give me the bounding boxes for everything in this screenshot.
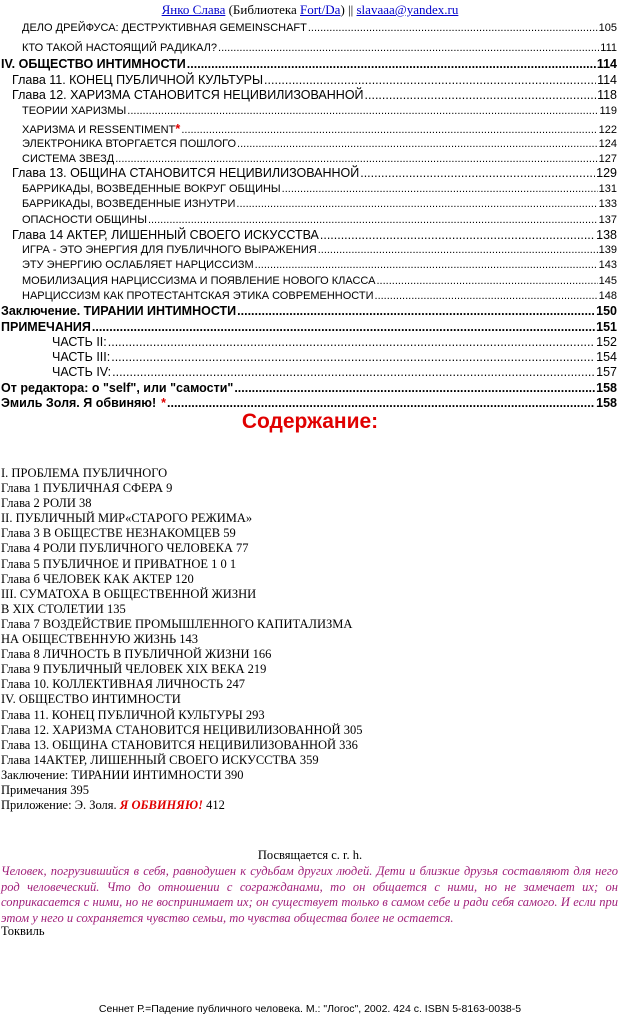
- toc-entry[interactable]: [22, 42, 617, 54]
- list-item: Глава 2 РОЛИ 38: [1, 496, 92, 511]
- toc-title: ДЕЛО ДРЕЙФУСА: ДЕСТРУКТИВНАЯ GEMEINSCHAFT: [22, 22, 307, 34]
- dedication: Посвящается с. r. h.: [257, 848, 363, 862]
- toc-title: Глава 14 АКТЕР, ЛИШЕННЫЙ СВОЕГО ИСКУССТВА: [12, 228, 319, 242]
- asterisk-mark: *: [175, 121, 181, 136]
- toc-title: БАРРИКАДЫ, ВОЗВЕДЕННЫЕ ВОКРУГ ОБЩИНЫ: [22, 183, 281, 195]
- toc-entry[interactable]: [12, 228, 617, 242]
- leader-dots: [127, 105, 598, 117]
- toc-entry[interactable]: [22, 198, 617, 210]
- leader-dots: [234, 381, 595, 395]
- toc-entry[interactable]: [22, 290, 617, 302]
- epigraph: Человек, погрузившийся в себя, равнодушен к судьбам других людей. Дети и близкие друзья составляют для него род человеческий. Что до отношении с согражданами, то он общается с ними, но не замечает их; он соприкасается с ними, но не воспринимает их; он существует только в самом себе и ради себя самого. И если при этом у него и сохраняется чувство семьи, то чувства общества более не остается.: [1, 864, 618, 925]
- toc-entry[interactable]: [1, 320, 617, 334]
- toc-page: 151: [596, 320, 617, 334]
- toc-entry[interactable]: [22, 22, 617, 34]
- toc-page: 129: [596, 166, 617, 180]
- toc-entry[interactable]: [12, 88, 617, 102]
- leader-dots: [318, 244, 598, 256]
- list-item: Глава 8 ЛИЧНОСТЬ В ПУБЛИЧНОЙ ЖИЗНИ 166: [1, 647, 272, 662]
- appendix-page: 412: [202, 798, 225, 813]
- list-item: Заключение: ТИРАНИИ ИНТИМНОСТИ 390: [1, 767, 244, 782]
- toc-page: 145: [598, 275, 617, 287]
- leader-dots: [148, 214, 598, 226]
- toc-title: ЧАСТЬ IV:: [52, 365, 112, 379]
- toc-title: ТЕОРИИ ХАРИЗМЫ: [22, 105, 127, 117]
- toc-title: Глава 12. ХАРИЗМА СТАНОВИТСЯ НЕЦИВИЛИЗОВАННОЙ: [12, 88, 364, 102]
- toc-title: От редактора: о "self", или "самости": [1, 381, 234, 395]
- toc-title: ХАРИЗМА И RESSENTIMENT: [22, 124, 176, 136]
- asterisk-mark: *: [161, 396, 166, 410]
- leader-dots: [108, 335, 595, 349]
- toc-entry[interactable]: [22, 183, 617, 195]
- leader-dots: [112, 365, 595, 379]
- list-item: Примечания 395: [1, 782, 89, 797]
- toc-page: 119: [599, 105, 617, 117]
- toc-page: 118: [597, 88, 617, 102]
- leader-dots: [376, 275, 597, 287]
- toc-entry[interactable]: [22, 244, 617, 256]
- epigraph-author: Токвиль: [1, 924, 45, 938]
- toc-page: 131: [598, 183, 617, 195]
- leader-dots: [187, 57, 596, 71]
- author-link[interactable]: Янко Слава: [161, 2, 226, 17]
- toc-title: ЧАСТЬ III:: [52, 350, 111, 364]
- toc-title: ИГРА - ЭТО ЭНЕРГИЯ ДЛЯ ПУБЛИЧНОГО ВЫРАЖЕНИЯ: [22, 244, 317, 256]
- toc-page: 111: [600, 42, 617, 54]
- toc-title: БАРРИКАДЫ, ВОЗВЕДЕННЫЕ ИЗНУТРИ: [22, 198, 236, 210]
- toc-page: 127: [598, 153, 617, 165]
- appendix-prefix: Приложение: Э. Золя.: [1, 798, 120, 813]
- toc-entry[interactable]: [1, 57, 617, 71]
- toc-title: МОБИЛИЗАЦИЯ НАРЦИССИЗМА И ПОЯВЛЕНИЕ НОВОГО КЛАССА: [22, 275, 376, 287]
- toc-entry[interactable]: [12, 73, 617, 87]
- toc-page: 122: [598, 124, 617, 136]
- toc-entry[interactable]: [52, 350, 617, 364]
- toc-title: СИСТЕМА ЗВЕЗД: [22, 153, 115, 165]
- toc-title: ОПАСНОСТИ ОБЩИНЫ: [22, 214, 147, 226]
- leader-dots: [365, 88, 597, 102]
- list-item: Глава 10. КОЛЛЕКТИВНАЯ ЛИЧНОСТЬ 247: [1, 677, 245, 692]
- list-item: Глава б ЧЕЛОВЕК КАК АКТЕР 120: [1, 571, 194, 586]
- list-item: Глава 5 ПУБЛИЧНОЕ И ПРИВАТНОЕ 1 0 1: [1, 556, 237, 571]
- appendix-title: Я ОБВИНЯЮ!: [119, 798, 203, 813]
- toc-entry[interactable]: [22, 214, 617, 226]
- leader-dots: [320, 228, 595, 242]
- leader-dots: [308, 22, 598, 34]
- toc-page: 157: [596, 365, 617, 379]
- leader-dots: [181, 124, 597, 136]
- leader-dots: [115, 153, 597, 165]
- list-item: II. ПУБЛИЧНЫЙ МИР«СТАРОГО РЕЖИМА»: [1, 511, 253, 526]
- page-footer: Сеннет Р.=Падение публичного человека. М.: "Логос", 2002. 424 с. ISBN 5-8163-0038-5: [98, 1003, 522, 1015]
- leader-dots: [264, 73, 596, 87]
- toc-page: 137: [598, 214, 617, 226]
- toc-title: Эмиль Золя. Я обвиняю!: [1, 396, 157, 410]
- leader-dots: [218, 42, 599, 54]
- leader-dots: [167, 396, 595, 410]
- toc-entry[interactable]: [52, 335, 617, 349]
- list-item: Глава 9 ПУБЛИЧНЫЙ ЧЕЛОВЕК XIX ВЕКА 219: [1, 662, 267, 677]
- toc-entry[interactable]: [22, 105, 617, 117]
- toc-page: 114: [596, 57, 617, 71]
- toc-title: НАРЦИССИЗМ КАК ПРОТЕСТАНТСКАЯ ЭТИКА СОВРЕМЕННОСТИ: [22, 290, 374, 302]
- toc-entry[interactable]: [22, 275, 617, 287]
- toc-entry[interactable]: [22, 259, 617, 271]
- list-item: Глава 3 В ОБЩЕСТВЕ НЕЗНАКОМЦЕВ 59: [1, 526, 236, 541]
- toc-page: 124: [598, 138, 617, 150]
- leader-dots: [92, 320, 595, 334]
- list-item: НА ОБЩЕСТВЕННУЮ ЖИЗНЬ 143: [1, 632, 199, 647]
- list-item: Глава 4 РОЛИ ПУБЛИЧНОГО ЧЕЛОВЕКА 77: [1, 541, 249, 556]
- page-header: [0, 2, 620, 18]
- leader-dots: [237, 304, 595, 318]
- toc-entry[interactable]: [1, 304, 617, 318]
- list-item: Глава 7 ВОЗДЕЙСТВИЕ ПРОМЫШЛЕННОГО КАПИТАЛИЗМА: [1, 616, 353, 631]
- toc-title: Глава 11. КОНЕЦ ПУБЛИЧНОЙ КУЛЬТУРЫ: [12, 73, 264, 87]
- toc-entry[interactable]: [12, 166, 617, 180]
- list-item: I. ПРОБЛЕМА ПУБЛИЧНОГО: [1, 466, 168, 480]
- list-item: Глава 11. КОНЕЦ ПУБЛИЧНОЙ КУЛЬТУРЫ 293: [1, 707, 265, 722]
- leader-dots: [375, 290, 598, 302]
- toc-page: 152: [596, 335, 617, 349]
- toc-entry[interactable]: [22, 138, 617, 150]
- list-item: В XIX СТОЛЕТИИ 135: [1, 601, 126, 616]
- toc-title: ПРИМЕЧАНИЯ: [1, 320, 91, 334]
- toc-title: Глава 13. ОБЩИНА СТАНОВИТСЯ НЕЦИВИЛИЗОВАННОЙ: [12, 166, 360, 180]
- toc-page: 158: [596, 396, 617, 410]
- toc-entry[interactable]: [1, 396, 617, 410]
- contents-heading: Содержание:: [241, 410, 379, 433]
- toc-page: 143: [598, 259, 617, 271]
- leader-dots: [255, 259, 598, 271]
- toc-title: ЧАСТЬ II:: [52, 335, 107, 349]
- toc-title: IV. ОБЩЕСТВО ИНТИМНОСТИ: [1, 57, 186, 71]
- toc-page: 105: [598, 22, 617, 34]
- toc-page: 154: [596, 350, 617, 364]
- toc-title: ЭЛЕКТРОНИКА ВТОРГАЕТСЯ ПОШЛОГО: [22, 138, 237, 150]
- leader-dots: [237, 138, 598, 150]
- leader-dots: [360, 166, 595, 180]
- email-link[interactable]: slavaaa@yandex.ru: [356, 2, 459, 17]
- toc-page: 133: [598, 198, 617, 210]
- list-item: III. СУМАТОХА В ОБЩЕСТВЕННОЙ ЖИЗНИ: [1, 586, 257, 601]
- toc-page: 114: [597, 73, 617, 87]
- header-text-close: ) ||: [340, 2, 357, 17]
- toc-title: Заключение. ТИРАНИИ ИНТИМНОСТИ: [1, 304, 237, 318]
- leader-dots: [282, 183, 598, 195]
- toc-title: ЭТУ ЭНЕРГИЮ ОСЛАБЛЯЕТ НАРЦИССИЗМ: [22, 259, 254, 271]
- toc-page: 158: [596, 381, 617, 395]
- toc-page: 148: [598, 290, 617, 302]
- list-item: Глава 1 ПУБЛИЧНАЯ СФЕРА 9: [1, 481, 173, 496]
- list-item: Глава 14АКТЕР, ЛИШЕННЫЙ СВОЕГО ИСКУССТВА 359: [1, 752, 319, 767]
- toc-entry[interactable]: [1, 381, 617, 395]
- leader-dots: [236, 198, 597, 210]
- library-link[interactable]: Fort/Da: [300, 2, 341, 17]
- toc-page: 138: [596, 228, 617, 242]
- leader-dots: [111, 350, 595, 364]
- contents-list: [1, 466, 362, 813]
- toc-title: КТО ТАКОЙ НАСТОЯЩИЙ РАДИКАЛ?: [22, 42, 218, 54]
- list-item: Глава 13. ОБЩИНА СТАНОВИТСЯ НЕЦИВИЛИЗОВАННОЙ 336: [1, 737, 358, 752]
- list-item: IV. ОБЩЕСТВО ИНТИМНОСТИ: [1, 692, 181, 707]
- toc-page: 150: [596, 304, 617, 318]
- toc-entry[interactable]: [22, 153, 617, 165]
- toc-entry[interactable]: [22, 121, 617, 136]
- toc-entry[interactable]: [52, 365, 617, 379]
- appendix-item: [1, 798, 362, 813]
- list-item: Глава 12. ХАРИЗМА СТАНОВИТСЯ НЕЦИВИЛИЗОВАННОЙ 305: [1, 722, 363, 737]
- toc-page: 139: [598, 244, 617, 256]
- header-text-open: (Библиотека: [225, 2, 300, 17]
